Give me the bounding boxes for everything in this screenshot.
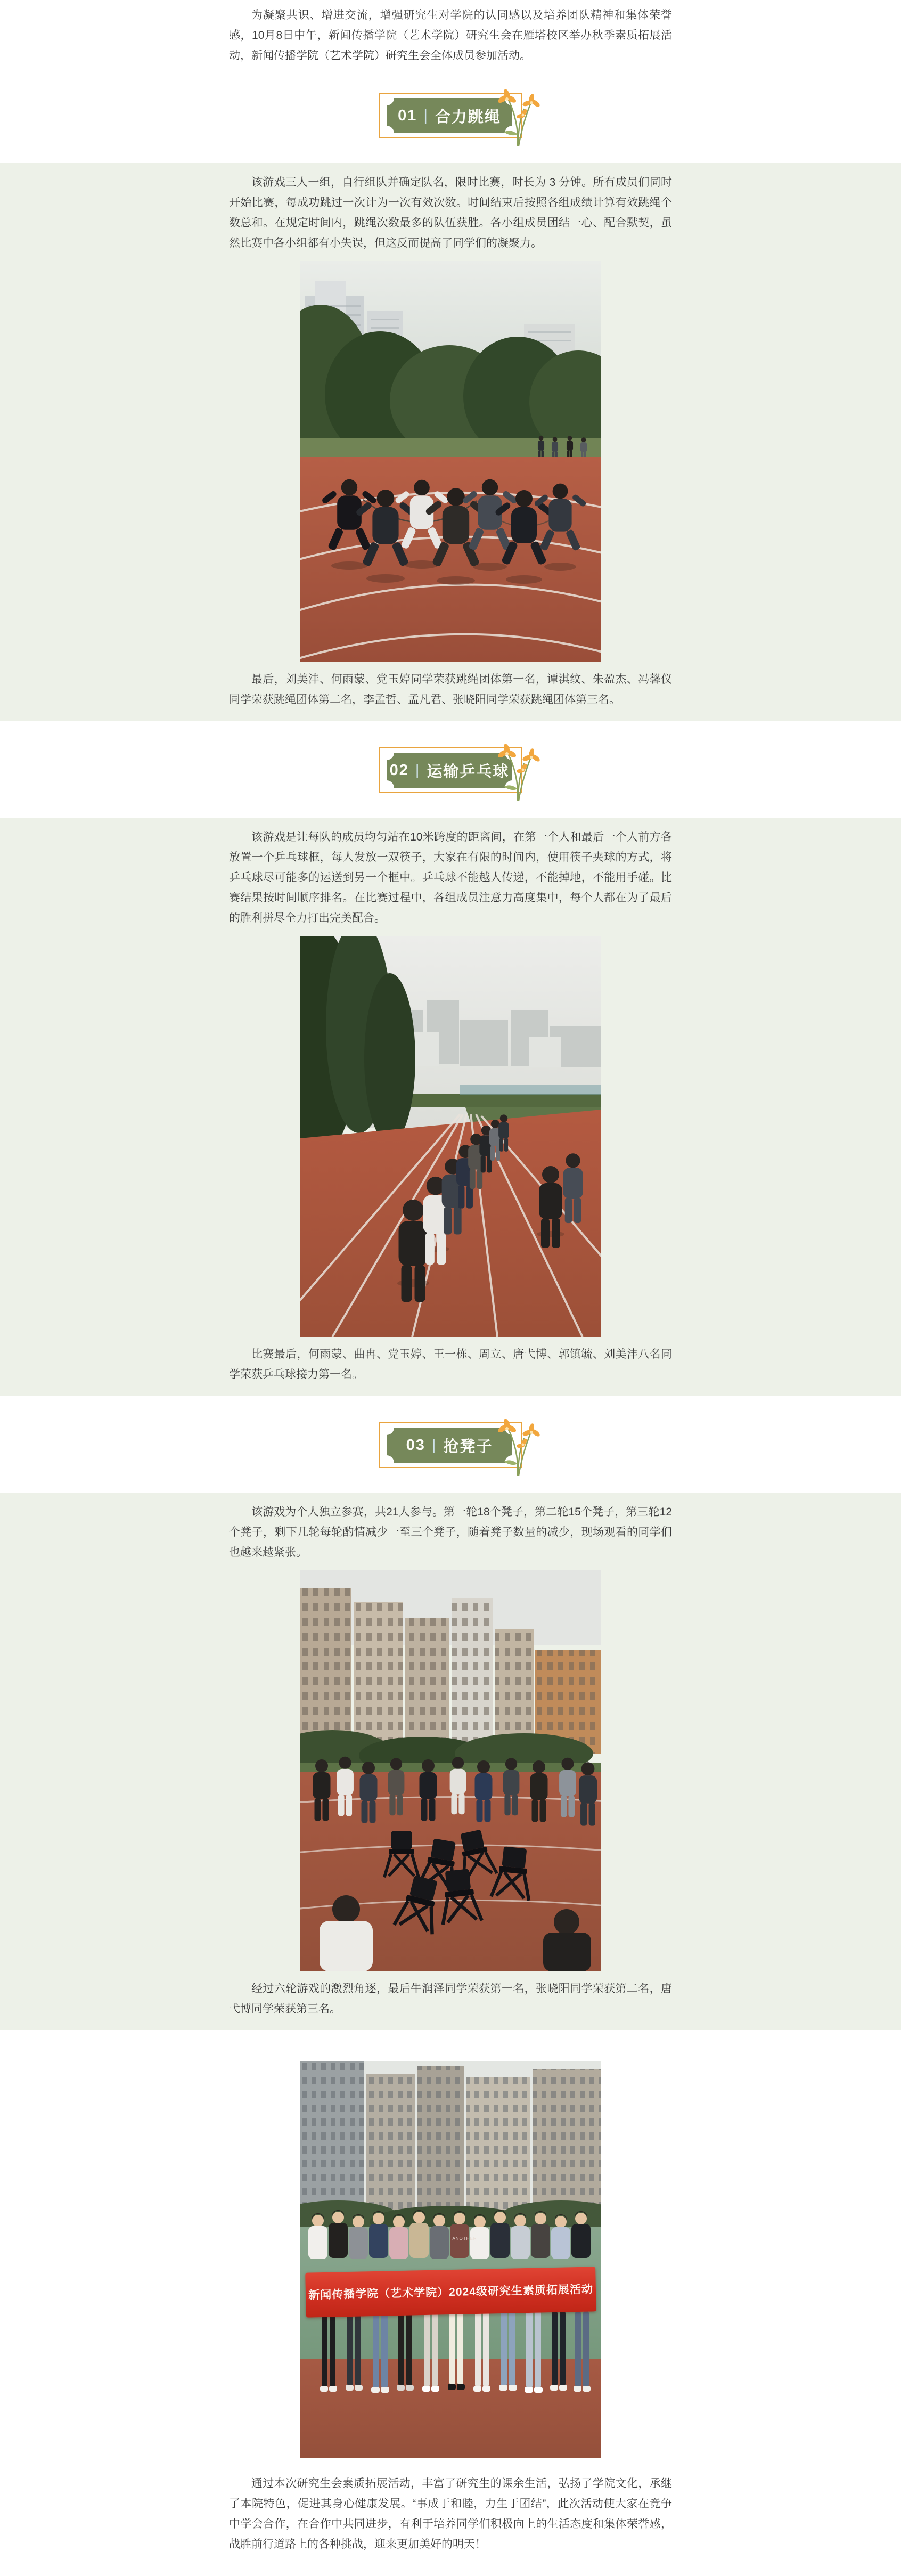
section-2-title xyxy=(387,753,512,788)
section-number: 02 xyxy=(389,761,409,779)
section-3-body: 该游戏为个人独立参赛，共21人参与。第一轮18个凳子，第二轮15个凳子，第三轮12个凳子，剩下几轮每轮酌情减少一至三个凳子，随着凳子数量的减少，现场观看的同学们也越来越紧张。 xyxy=(229,1506,672,1559)
outro-paragraph: 通过本次研究生会素质拓展活动，丰富了研究生的课余生活，弘扬了学院文化，承继了本院特色，促进其身心健康发展。“事成于和睦，力生于团结”，此次活动使大家在竞争中学会合作，在合作中共同进步，有利于培养同学们积极向上的生活态度和集体荣誉感，战胜前行道路上的各种挑战，迎来更加美好的明天！ xyxy=(229,2477,672,2550)
intro-paragraph: 为凝聚共识、增进交流，增强研究生对学院的认同感以及培养团队精神和集体荣誉感，10月8日中午，新闻传播学院（艺术学院）研究生会在雁塔校区举办秋季素质拓展活动，新闻传播学院（艺术学院）研究生会全体成员参加活动。 xyxy=(229,9,672,62)
section-number: 03 xyxy=(406,1436,425,1454)
section-1-caption: 最后，刘美沣、何雨蒙、党玉婷同学荣获跳绳团体第一名，谭淇纹、朱盈杰、冯馨仪同学荣获跳绳团体第二名，李孟哲、孟凡君、张晓阳同学荣获跳绳团体第三名。 xyxy=(229,673,672,706)
section-3 xyxy=(0,1493,901,2030)
section-title-label: 合力跳绳 xyxy=(435,108,501,126)
section-1-body: 该游戏三人一组，自行组队并确定队名，限时比赛，时长为 3 分钟。所有成员们同时开始比赛，每成功跳过一次计为一次有效次数。时间结束后按照各组成绩计算有效跳绳个数总和。在规定时间内，跳绳次数最多的队伍获胜。各小组成员团结一心、配合默契，虽然比赛中各小组都有小失误，但这反而提高了同学们的凝聚力。 xyxy=(229,176,672,249)
separator-bar: | xyxy=(431,1436,437,1454)
orchid-flower-icon xyxy=(496,738,541,803)
photo-jump-rope xyxy=(300,261,601,662)
section-1 xyxy=(0,163,901,721)
group-photo-illustration xyxy=(300,2061,601,2458)
section-3-header xyxy=(379,1422,522,1468)
pingpong-photo-illustration xyxy=(300,936,601,1337)
activity-banner: 新闻传播学院（艺术学院）2024级研究生素质拓展活动 xyxy=(305,2267,596,2317)
section-2-body: 该游戏是让每队的成员均匀站在10米跨度的距离间，在第一个人和最后一个人前方各放置一个乒乓球框，每人发放一双筷子，大家在有限的时间内，使用筷子夹球的方式，将乒乓球尽可能多的运送到另一个框中。乒乓球不能越人传递，不能掉地，不能用手碰。比赛结果按时间顺序排名。在比赛过程中，各组成员注意力高度集中，每个人都在为了最后的胜利拼尽全力打出完美配合。 xyxy=(229,831,672,924)
separator-bar: | xyxy=(423,107,429,124)
section-number: 01 xyxy=(398,107,417,124)
section-3-caption: 经过六轮游戏的激烈角逐，最后牛润泽同学荣获第一名，张晓阳同学荣获第二名，唐弋博同学荣获第三名。 xyxy=(229,1983,672,2015)
section-2-header xyxy=(379,747,522,793)
section-title-label: 运输乒乓球 xyxy=(427,763,510,780)
sweatshirt-text: ANOTHER xyxy=(452,2236,477,2241)
photo-musical-chairs xyxy=(300,1570,601,1971)
section-3-title xyxy=(387,1428,512,1463)
photo-group-banner xyxy=(300,2061,601,2458)
section-1-title xyxy=(387,98,512,133)
orchid-flower-icon xyxy=(496,1413,541,1478)
section-2 xyxy=(0,818,901,1396)
jump-rope-photo-illustration xyxy=(300,261,601,662)
photo-pingpong-relay xyxy=(300,936,601,1337)
musical-chairs-photo-illustration xyxy=(300,1570,601,1971)
separator-bar: | xyxy=(415,761,421,779)
section-title-label: 抢凳子 xyxy=(443,1438,493,1455)
section-2-caption: 比赛最后，何雨蒙、曲冉、党玉婷、王一栋、周立、唐弋博、郭镇毓、刘美沣八名同学荣获乒乓球接力第一名。 xyxy=(229,1348,672,1381)
orchid-flower-icon xyxy=(496,83,541,148)
section-1-header xyxy=(379,93,522,138)
